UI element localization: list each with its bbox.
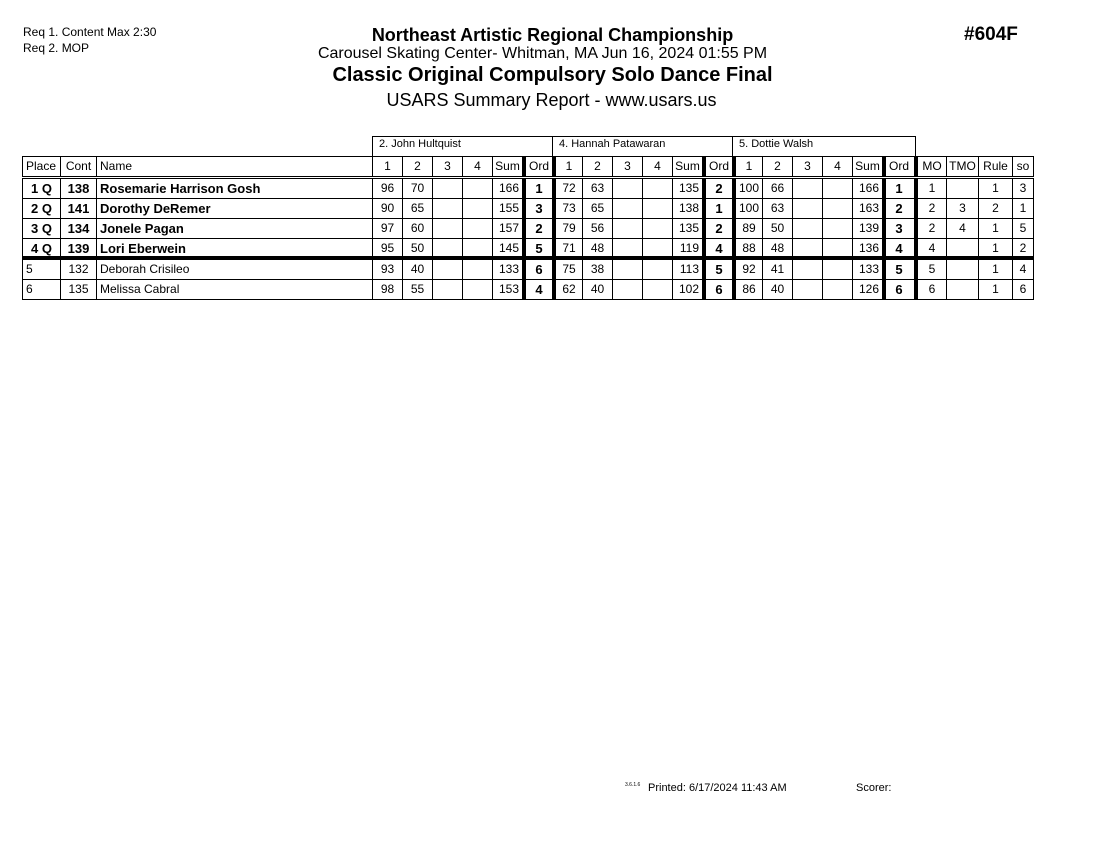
cell-j0-sum: 153 xyxy=(492,280,522,300)
cell-j1-sum: 138 xyxy=(672,199,702,219)
cell-j2-ord: 4 xyxy=(882,239,912,259)
judge-header-1: 2. John Hultquist xyxy=(372,136,553,156)
column-header-j1-s3: 3 xyxy=(612,157,642,177)
location-datetime: Carousel Skating Center- Whitman, MA Jun 16, 2024 01:55 PM xyxy=(317,45,768,62)
column-header-j2-ord: Ord xyxy=(882,157,912,177)
column-header-mo: MO xyxy=(914,157,946,177)
cell-cont: 138 xyxy=(60,179,96,199)
cell-place: 5 xyxy=(22,260,60,280)
cell-j0-s2: 60 xyxy=(402,219,432,239)
cell-j1-s1: 73 xyxy=(552,199,582,219)
cell-so: 3 xyxy=(1012,179,1034,199)
cell-j1-s4 xyxy=(642,179,672,199)
cell-j2-s3 xyxy=(792,280,822,300)
cell-j0-ord: 3 xyxy=(522,199,552,219)
cell-j1-s2: 65 xyxy=(582,199,612,219)
cell-j2-s2: 66 xyxy=(762,179,792,199)
column-header-j1-s2: 2 xyxy=(582,157,612,177)
cell-tmo xyxy=(946,179,978,199)
cell-so: 2 xyxy=(1012,239,1034,259)
cell-name: Deborah Crisileo xyxy=(96,260,372,280)
cell-j1-ord: 1 xyxy=(702,199,732,219)
cell-j2-ord: 2 xyxy=(882,199,912,219)
cell-j1-s2: 38 xyxy=(582,260,612,280)
column-header-j2-s2: 2 xyxy=(762,157,792,177)
cell-j1-s3 xyxy=(612,179,642,199)
cell-tmo: 4 xyxy=(946,219,978,239)
requirement-2: Req 2. MOP xyxy=(23,41,90,55)
cell-j1-s3 xyxy=(612,219,642,239)
cell-j1-sum: 113 xyxy=(672,260,702,280)
cell-j1-ord: 4 xyxy=(702,239,732,259)
cell-j1-s3 xyxy=(612,199,642,219)
cell-j1-ord: 2 xyxy=(702,179,732,199)
cell-so: 5 xyxy=(1012,219,1034,239)
cell-mo: 5 xyxy=(914,260,946,280)
cell-j1-s4 xyxy=(642,260,672,280)
column-header-j0-s2: 2 xyxy=(402,157,432,177)
cell-so: 4 xyxy=(1012,260,1034,280)
column-header-j1-s1: 1 xyxy=(552,157,582,177)
cell-j2-sum: 139 xyxy=(852,219,882,239)
table-row xyxy=(22,219,1034,239)
event-number: #604F xyxy=(964,24,1018,45)
cell-so: 6 xyxy=(1012,280,1034,300)
cell-j1-sum: 135 xyxy=(672,179,702,199)
cell-j2-s3 xyxy=(792,260,822,280)
cell-j2-s4 xyxy=(822,260,852,280)
cell-j1-sum: 102 xyxy=(672,280,702,300)
column-header-row xyxy=(22,157,1034,177)
cell-j2-s2: 63 xyxy=(762,199,792,219)
cell-j0-sum: 166 xyxy=(492,179,522,199)
judge-header-2: 4. Hannah Patawaran xyxy=(552,136,733,156)
cell-place: 4 Q xyxy=(22,239,60,259)
column-header-j0-s3: 3 xyxy=(432,157,462,177)
row-divider xyxy=(22,299,1034,300)
table-row xyxy=(22,179,1034,199)
cell-cont: 135 xyxy=(60,280,96,300)
cell-j0-s3 xyxy=(432,179,462,199)
cell-j2-s4 xyxy=(822,179,852,199)
cell-j1-s1: 75 xyxy=(552,260,582,280)
table-top-border xyxy=(22,156,1034,157)
cell-j0-s1: 96 xyxy=(372,179,402,199)
competition-title: Northeast Artistic Regional Championship xyxy=(371,25,734,45)
column-header-tmo: TMO xyxy=(946,157,978,177)
printed-timestamp: Printed: 6/17/2024 11:43 AM xyxy=(648,782,787,794)
cell-j1-s1: 71 xyxy=(552,239,582,259)
cell-j0-sum: 145 xyxy=(492,239,522,259)
cell-j2-s1: 92 xyxy=(732,260,762,280)
cell-j2-s3 xyxy=(792,219,822,239)
cell-j2-s1: 88 xyxy=(732,239,762,259)
cell-j1-ord: 6 xyxy=(702,280,732,300)
column-header-j1-sum: Sum xyxy=(672,157,702,177)
column-header-j0-sum: Sum xyxy=(492,157,522,177)
table-row xyxy=(22,280,1034,300)
cell-j0-ord: 4 xyxy=(522,280,552,300)
cell-rule: 1 xyxy=(978,179,1012,199)
cell-j0-s4 xyxy=(462,260,492,280)
cell-cont: 141 xyxy=(60,199,96,219)
cell-mo: 2 xyxy=(914,199,946,219)
column-header-j0-ord: Ord xyxy=(522,157,552,177)
column-header-j2-sum: Sum xyxy=(852,157,882,177)
cell-j1-s2: 48 xyxy=(582,239,612,259)
cell-j2-s2: 50 xyxy=(762,219,792,239)
cell-j0-s3 xyxy=(432,199,462,219)
column-header-j0-s4: 4 xyxy=(462,157,492,177)
cell-j2-s2: 48 xyxy=(762,239,792,259)
cell-place: 2 Q xyxy=(22,199,60,219)
cell-j1-s4 xyxy=(642,280,672,300)
cell-j0-s1: 90 xyxy=(372,199,402,219)
cell-rule: 1 xyxy=(978,239,1012,259)
table-row xyxy=(22,199,1034,219)
cell-j2-s4 xyxy=(822,280,852,300)
cell-j0-ord: 5 xyxy=(522,239,552,259)
report-title: USARS Summary Report - www.usars.us xyxy=(386,90,717,110)
cell-so: 1 xyxy=(1012,199,1034,219)
cell-j0-s2: 65 xyxy=(402,199,432,219)
column-header-cont: Cont xyxy=(60,157,96,177)
cell-name: Rosemarie Harrison Gosh xyxy=(96,179,372,199)
cell-j1-s1: 62 xyxy=(552,280,582,300)
cell-j1-s2: 40 xyxy=(582,280,612,300)
scorer-label: Scorer: xyxy=(856,782,892,794)
cell-tmo xyxy=(946,280,978,300)
cell-j0-ord: 6 xyxy=(522,260,552,280)
column-header-j2-s1: 1 xyxy=(732,157,762,177)
column-header-j0-s1: 1 xyxy=(372,157,402,177)
cell-j2-ord: 3 xyxy=(882,219,912,239)
cell-j1-s1: 79 xyxy=(552,219,582,239)
cell-rule: 1 xyxy=(978,280,1012,300)
cell-j0-s4 xyxy=(462,280,492,300)
cell-j1-sum: 135 xyxy=(672,219,702,239)
cell-name: Melissa Cabral xyxy=(96,280,372,300)
cell-j1-s2: 56 xyxy=(582,219,612,239)
cell-j0-ord: 1 xyxy=(522,179,552,199)
cell-tmo: 3 xyxy=(946,199,978,219)
cell-j2-sum: 166 xyxy=(852,179,882,199)
column-header-so: so xyxy=(1012,157,1034,177)
cell-name: Lori Eberwein xyxy=(96,239,372,259)
column-header-j2-s4: 4 xyxy=(822,157,852,177)
cell-j0-s3 xyxy=(432,280,462,300)
cell-rule: 1 xyxy=(978,219,1012,239)
cell-j1-ord: 2 xyxy=(702,219,732,239)
cell-j2-ord: 5 xyxy=(882,260,912,280)
column-header-j2-s3: 3 xyxy=(792,157,822,177)
cell-j1-s4 xyxy=(642,219,672,239)
cell-j2-sum: 126 xyxy=(852,280,882,300)
cell-cont: 139 xyxy=(60,239,96,259)
cell-j1-s3 xyxy=(612,280,642,300)
column-header-name: Name xyxy=(96,157,372,177)
cell-j0-s1: 95 xyxy=(372,239,402,259)
cell-cont: 132 xyxy=(60,260,96,280)
cell-mo: 6 xyxy=(914,280,946,300)
event-title: Classic Original Compulsory Solo Dance Final xyxy=(332,64,773,86)
cell-j0-sum: 133 xyxy=(492,260,522,280)
cell-j1-sum: 119 xyxy=(672,239,702,259)
cell-place: 3 Q xyxy=(22,219,60,239)
cell-j0-s3 xyxy=(432,219,462,239)
cell-j1-s2: 63 xyxy=(582,179,612,199)
cell-mo: 4 xyxy=(914,239,946,259)
header-divider-0 xyxy=(22,176,1034,177)
cell-j2-s3 xyxy=(792,199,822,219)
cell-j2-ord: 6 xyxy=(882,280,912,300)
cell-j0-s4 xyxy=(462,219,492,239)
cell-j1-s1: 72 xyxy=(552,179,582,199)
cell-j2-s3 xyxy=(792,179,822,199)
judge-header-3: 5. Dottie Walsh xyxy=(732,136,916,156)
cell-rule: 1 xyxy=(978,260,1012,280)
table-row xyxy=(22,260,1034,280)
cell-j0-s1: 98 xyxy=(372,280,402,300)
cell-j0-s1: 97 xyxy=(372,219,402,239)
cell-place: 1 Q xyxy=(22,179,60,199)
cell-mo: 2 xyxy=(914,219,946,239)
cell-j0-s2: 50 xyxy=(402,239,432,259)
cell-j2-s4 xyxy=(822,219,852,239)
cell-j0-ord: 2 xyxy=(522,219,552,239)
cell-place: 6 xyxy=(22,280,60,300)
cell-rule: 2 xyxy=(978,199,1012,219)
requirement-1: Req 1. Content Max 2:30 xyxy=(23,25,157,39)
cell-mo: 1 xyxy=(914,179,946,199)
column-header-j1-s4: 4 xyxy=(642,157,672,177)
cell-j2-s1: 100 xyxy=(732,179,762,199)
column-header-j1-ord: Ord xyxy=(702,157,732,177)
cell-j0-sum: 155 xyxy=(492,199,522,219)
cell-j2-sum: 163 xyxy=(852,199,882,219)
qualification-cutoff-line xyxy=(22,256,1034,260)
cell-j2-ord: 1 xyxy=(882,179,912,199)
software-version: 3.6.1.6 xyxy=(625,782,641,788)
cell-j2-s4 xyxy=(822,199,852,219)
cell-j2-s2: 41 xyxy=(762,260,792,280)
cell-j0-sum: 157 xyxy=(492,219,522,239)
cell-j0-s2: 55 xyxy=(402,280,432,300)
cell-j2-s1: 100 xyxy=(732,199,762,219)
cell-name: Jonele Pagan xyxy=(96,219,372,239)
cell-j1-ord: 5 xyxy=(702,260,732,280)
column-header-rule: Rule xyxy=(978,157,1012,177)
cell-name: Dorothy DeRemer xyxy=(96,199,372,219)
cell-j0-s2: 70 xyxy=(402,179,432,199)
cell-j0-s4 xyxy=(462,199,492,219)
column-header-place: Place xyxy=(22,157,60,177)
cell-j0-s1: 93 xyxy=(372,260,402,280)
cell-j0-s3 xyxy=(432,260,462,280)
cell-j2-sum: 133 xyxy=(852,260,882,280)
cell-tmo xyxy=(946,260,978,280)
cell-cont: 134 xyxy=(60,219,96,239)
cell-j2-sum: 136 xyxy=(852,239,882,259)
cell-j1-s4 xyxy=(642,199,672,219)
cell-j2-s1: 89 xyxy=(732,219,762,239)
cell-j2-s2: 40 xyxy=(762,280,792,300)
cell-j0-s4 xyxy=(462,179,492,199)
cell-j1-s3 xyxy=(612,260,642,280)
cell-j2-s1: 86 xyxy=(732,280,762,300)
cell-j0-s2: 40 xyxy=(402,260,432,280)
